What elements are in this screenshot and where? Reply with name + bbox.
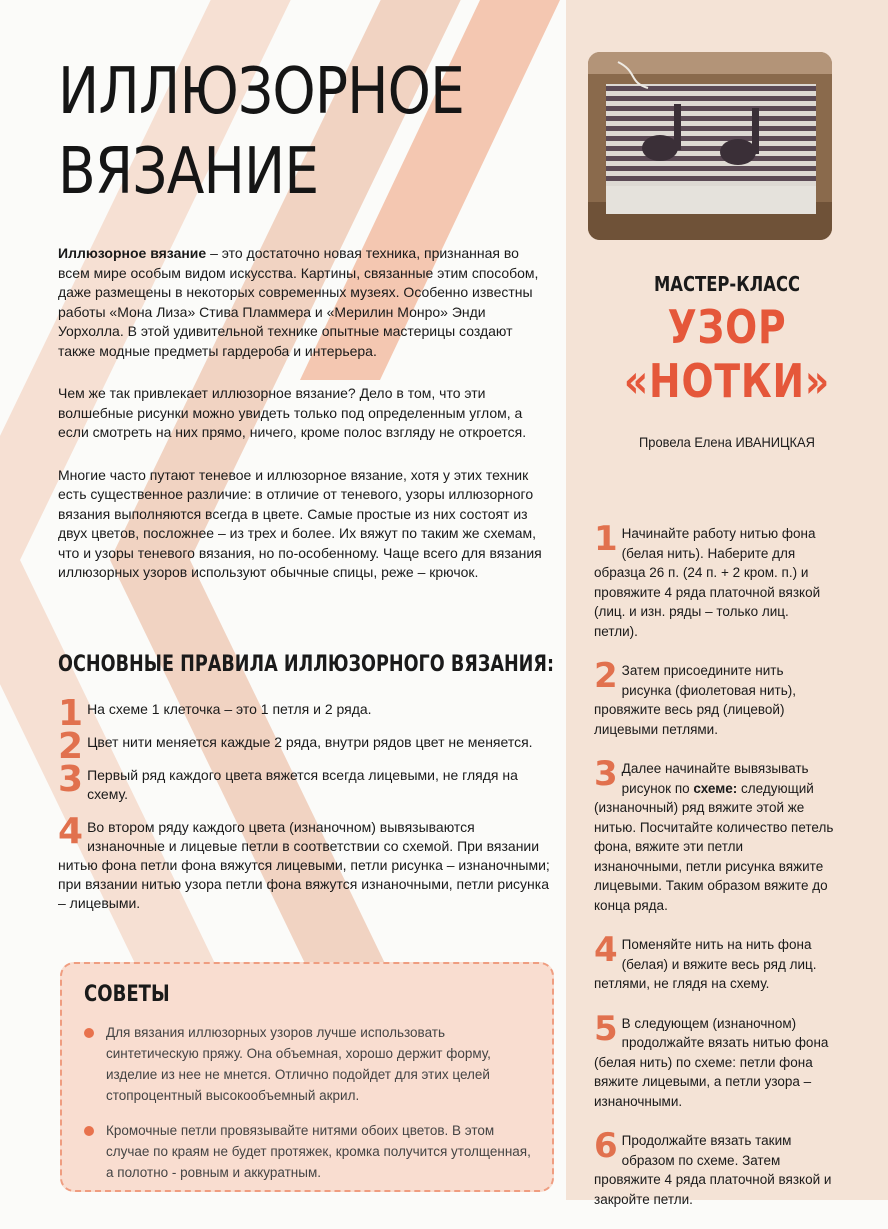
step-text: Затем присоедините нить рисунка (фиолетовая нить), провяжите весь ряд (лицевой) лицевыми петлями. [594, 663, 797, 737]
rule-number: 1 [58, 693, 84, 734]
title-line-1: ИЛЛЮЗОРНОЕ [58, 55, 465, 129]
tip-text: Для вязания иллюзорных узоров лучше использовать синтетическую пряжу. Она объемная, хорошо держит форму, изделие из нее не мнется. Отлично подойдет для этих целей стопроцентный высокообъемный акрил. [106, 1025, 491, 1103]
tip-item [84, 1120, 532, 1183]
masterclass-title-line-2: «НОТКИ» [623, 354, 831, 408]
step-text: В следующем (изнаночном) продолжайте вязать нитью фона (белая нить) по схеме: петли фона вяжите лицевыми, а петли узора – изнаночными. [594, 1015, 829, 1109]
step-number: 2 [594, 656, 618, 696]
bullet-icon [84, 1028, 94, 1038]
knitted-sample-photo [588, 52, 832, 240]
step-item [594, 1126, 834, 1209]
step-number: 4 [594, 930, 618, 970]
step-number: 1 [594, 519, 618, 559]
step-text: Начинайте работу нитью фона (белая нить). Наберите для образца 26 п. (24 п. + 2 кром. п.) и провяжите 4 ряда платочной вязкой (лиц. и изн. ряды – только лиц. петли). [594, 526, 821, 639]
tips-box [60, 962, 554, 1192]
title-line-2: ВЯЗАНИЕ [58, 135, 319, 209]
tips-heading: СОВЕТЫ [84, 982, 170, 1007]
rule-item [58, 811, 552, 913]
rule-item [58, 759, 552, 804]
rule-item [58, 726, 552, 767]
masterclass-title [595, 300, 859, 408]
tips-list [84, 1022, 532, 1197]
step-text: Поменяйте нить на нить фона (белая) и вяжите весь ряд лиц. петлями, не глядя на схему. [594, 937, 817, 991]
intro-term: Иллюзорное вязание [58, 245, 207, 261]
intro-paragraph-1-text: – это достаточно новая техника, признанная во всем мире особым видом искусства. Картины, связанные этим способом, даже размещены в некоторых современных музеях. Особенно известны работы «Мона Лиза» Стива Пламмера и «Мерилин Монро» Энди Уорхолла. В этой удивительной технике опытные мастерицы создают также модные предметы гардероба и интерьера. [58, 245, 539, 359]
rule-text: Цвет нити меняется каждые 2 ряда, внутри рядов цвет не меняется. [87, 734, 533, 750]
step-text-end: следующий (изнаночный) ряд вяжите этой же нитью. Посчитайте количество петель фона, вяжите эти петли изнаночными, петли рисунка вяжите лицевыми. Таким образом вяжите до конца ряда. [594, 780, 834, 913]
rules-list [58, 693, 552, 927]
step-item [594, 754, 834, 915]
steps-list [594, 519, 834, 1229]
step-number: 6 [594, 1126, 618, 1166]
step-item [594, 1008, 834, 1112]
step-item [594, 930, 834, 994]
step-scheme-word: схеме: [693, 780, 738, 796]
rules-heading: ОСНОВНЫЕ ПРАВИЛА ИЛЛЮЗОРНОГО ВЯЗАНИЯ: [58, 652, 554, 677]
masterclass-author: Провела Елена ИВАНИЦКАЯ [639, 434, 815, 450]
step-number: 3 [594, 754, 618, 794]
page-title [58, 52, 464, 212]
intro-text [58, 244, 552, 606]
rule-number: 4 [58, 811, 84, 852]
intro-paragraph-3: Многие часто путают теневое и иллюзорное вязание, хотя у этих техник есть существенное различие: в отличие от теневого, узоры иллюзорного вязания выполняются всегда в цвете. Самые простые из них состоят из двух цветов, посложнее – из трех и более. Их вяжут по таким же схемам, что и узоры теневого вязания, но по-особенному. Чаще всего для вязания иллюзорных узоров используют обычные спицы, реже – крючок. [58, 466, 542, 580]
masterclass-label: МАСТЕР-КЛАСС [653, 272, 801, 296]
tip-item [84, 1022, 532, 1106]
rule-text: Первый ряд каждого цвета вяжется всегда лицевыми, не глядя на схему. [87, 767, 518, 802]
rule-number: 3 [58, 759, 84, 800]
step-item [594, 519, 834, 641]
intro-paragraph-1 [58, 244, 552, 361]
step-text-start: Далее начинайте вывязывать рисунок по [621, 761, 809, 796]
intro-paragraph-2: Чем же так привлекает иллюзорное вязание? Дело в том, что эти волшебные рисунки можно увидеть только под определенным углом, а если смотреть на них прямо, ничего, кроме полос взгляду не откроется. [58, 385, 527, 440]
masterclass-title-line-1: УЗОР [667, 300, 787, 354]
step-number: 5 [594, 1008, 618, 1049]
step-item [594, 656, 834, 739]
rule-number: 2 [58, 726, 84, 767]
rule-text: Во втором ряду каждого цвета (изнаночном) вывязываются изнаночные и лицевые петли в соответствии со схемой. При вязании нитью фона петли фона вяжутся лицевыми, петли рисунка – изнаночными; при вязании нитью узора петли фона вяжутся изнаночными, петли рисунка – лицевыми. [58, 819, 550, 911]
bullet-icon [84, 1126, 94, 1136]
step-text: Продолжайте вязать таким образом по схеме. Затем провяжите 4 ряда платочной вязкой и закройте петли. [594, 1133, 832, 1207]
tip-text: Кромочные петли провязывайте нитями обоих цветов. В этом случае по краям не будет протяжек, кромка получится утолщенная, а полотно - ровным и аккуратным. [106, 1123, 531, 1180]
rule-item [58, 693, 552, 734]
rule-text: На схеме 1 клеточка – это 1 петля и 2 ряда. [87, 701, 372, 717]
